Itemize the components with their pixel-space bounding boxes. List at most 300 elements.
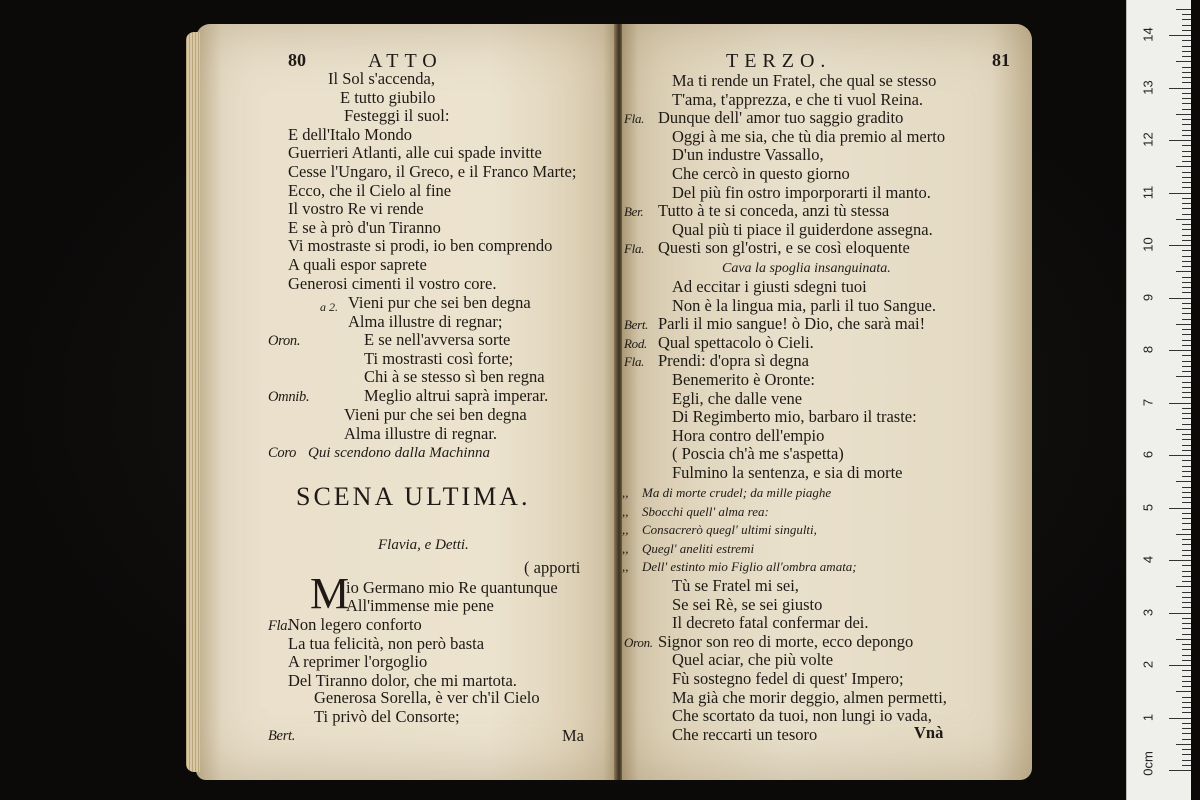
speaker-label: Oron. bbox=[624, 634, 653, 650]
ruler-tick bbox=[1176, 744, 1191, 745]
verse-text: Il decreto fatal confermar dei. bbox=[672, 613, 869, 633]
ruler-tick bbox=[1176, 639, 1191, 640]
duet-marker: a 2. bbox=[320, 300, 338, 314]
verse-text: Ad eccitar i giusti sdegni tuoi bbox=[672, 277, 867, 296]
ruler-number: 4 bbox=[1140, 555, 1156, 564]
ruler-tick bbox=[1182, 565, 1191, 566]
verse-line: Cesse l'Ungaro, il Greco, e il Franco Marte; bbox=[288, 161, 577, 181]
ruler-tick bbox=[1182, 303, 1191, 304]
verse-line: La tua felicità, non però basta bbox=[288, 633, 485, 653]
ruler-tick bbox=[1182, 765, 1191, 766]
verse-row bbox=[624, 72, 945, 91]
ruler-tick bbox=[1182, 607, 1191, 608]
ruler-tick bbox=[1169, 193, 1191, 194]
speaker-bert: Bert. bbox=[268, 728, 296, 745]
ruler-tick bbox=[1182, 235, 1191, 236]
ruler-tick bbox=[1182, 649, 1191, 650]
left-page bbox=[196, 24, 616, 780]
ruler-tick bbox=[1176, 9, 1191, 10]
ruler-tick bbox=[1182, 555, 1191, 556]
quoted-verse-text: Consacrerò quegl' ultimi singulti, bbox=[642, 522, 817, 538]
ruler-tick bbox=[1182, 644, 1191, 645]
quoted-verse-row bbox=[622, 540, 857, 559]
ruler-tick bbox=[1182, 418, 1191, 419]
quote-mark: ,, bbox=[622, 485, 629, 500]
fla-first-line: io Germano mio Re quantunque bbox=[346, 578, 558, 597]
verse-row bbox=[624, 689, 947, 708]
ruler-tick bbox=[1182, 628, 1191, 629]
speaker-label: Rod. bbox=[624, 335, 647, 351]
speaker-omnib: Omnib. bbox=[268, 388, 310, 405]
ruler-tick bbox=[1182, 550, 1191, 551]
ruler-tick bbox=[1182, 450, 1191, 451]
ruler-tick bbox=[1169, 88, 1191, 89]
verse-row bbox=[624, 352, 936, 371]
verse-row bbox=[624, 445, 936, 464]
verse-row bbox=[624, 614, 947, 633]
ruler-tick bbox=[1182, 261, 1191, 262]
verse-text: ( Poscia ch'à me s'aspetta) bbox=[672, 444, 844, 464]
verse-row bbox=[624, 464, 936, 483]
verse-text: Tutto à te si conceda, anzi tù stessa bbox=[658, 201, 890, 221]
ruler-tick bbox=[1182, 124, 1191, 125]
speaker-label: Fla. bbox=[624, 354, 645, 370]
ruler-tick bbox=[1182, 571, 1191, 572]
verse-text: Che scortato da tuoi, non lungi io vada, bbox=[672, 706, 932, 726]
verse-line: Vi mostraste si prodi, io ben comprendo bbox=[288, 236, 553, 256]
left-duet-verse bbox=[348, 294, 548, 406]
ruler-tick bbox=[1182, 19, 1191, 20]
verse-text: Ma ti rende un Fratel, che qual se stesso bbox=[672, 71, 937, 90]
ruler-tick bbox=[1182, 355, 1191, 356]
speaker-label: Bert. bbox=[624, 317, 649, 333]
verse-text: T'ama, t'apprezza, e che ti vuol Reina. bbox=[672, 89, 924, 109]
ruler-tick bbox=[1182, 439, 1191, 440]
ruler-tick bbox=[1182, 502, 1191, 503]
scene-characters: Flavia, e Detti. bbox=[378, 537, 469, 553]
verse-text: Fù sostegno fedel di quest' Impero; bbox=[672, 668, 904, 688]
verse-text: Fulmino la sentenza, e sia di morte bbox=[672, 462, 903, 482]
verse-text: Signor son reo di morte, ecco depongo bbox=[658, 631, 914, 651]
ruler-tick bbox=[1182, 728, 1191, 729]
verse-line: Chi à se stesso sì ben regna bbox=[364, 367, 545, 387]
fla-rest bbox=[288, 616, 517, 690]
ruler-tick bbox=[1182, 177, 1191, 178]
verse-text: Del più fin ostro imporporarti il manto. bbox=[672, 182, 931, 202]
ruler-tick bbox=[1182, 487, 1191, 488]
right-stage-direction: Cava la spoglia insanguinata. bbox=[722, 261, 891, 276]
verse-line: A quali espor saprete bbox=[288, 254, 427, 274]
verse-row bbox=[624, 707, 947, 726]
ruler-tick bbox=[1182, 151, 1191, 152]
ruler-tick bbox=[1182, 681, 1191, 682]
ruler-tick bbox=[1182, 707, 1191, 708]
verse-line: Ti privò del Consorte; bbox=[314, 706, 460, 726]
ruler-tick bbox=[1182, 109, 1191, 110]
ruler-number: 9 bbox=[1140, 293, 1156, 301]
ruler-tick bbox=[1182, 592, 1191, 593]
ruler-number: 1 bbox=[1140, 713, 1156, 721]
drop-capital: M bbox=[310, 569, 350, 618]
ruler-tick bbox=[1182, 660, 1191, 661]
ruler-tick bbox=[1182, 224, 1191, 225]
verse-line: Alma illustre di regnar. bbox=[344, 423, 498, 443]
verse-row bbox=[624, 670, 947, 689]
verse-text: Benemerito è Oronte: bbox=[672, 369, 815, 389]
ruler-tick bbox=[1182, 733, 1191, 734]
ruler-tick bbox=[1182, 408, 1191, 409]
left-page-header: ATTO bbox=[368, 50, 443, 72]
ruler-tick bbox=[1182, 282, 1191, 283]
ruler-tick bbox=[1182, 366, 1191, 367]
ruler-tick bbox=[1182, 203, 1191, 204]
verse-row bbox=[624, 596, 947, 615]
ruler-tick bbox=[1182, 387, 1191, 388]
ruler-tick bbox=[1182, 466, 1191, 467]
ruler-tick bbox=[1182, 130, 1191, 131]
ruler-tick bbox=[1182, 103, 1191, 104]
verse-row bbox=[624, 297, 936, 316]
quote-mark: ,, bbox=[622, 503, 629, 519]
verse-row bbox=[624, 577, 947, 596]
verse-text: Non è la lingua mia, parli il tuo Sangue. bbox=[672, 295, 936, 315]
verse-text: Qual più ti piace il guiderdone assegna. bbox=[672, 219, 933, 239]
ruler-tick bbox=[1182, 240, 1191, 241]
quoted-verse-row bbox=[622, 558, 857, 577]
verse-line: Ecco, che il Cielo al fine bbox=[288, 180, 452, 200]
ruler-tick bbox=[1182, 214, 1191, 215]
ruler-tick bbox=[1182, 492, 1191, 493]
ruler-tick bbox=[1182, 172, 1191, 173]
ruler-tick bbox=[1182, 25, 1191, 26]
quoted-verse-text: Ma di morte crudel; da mille piaghe bbox=[642, 485, 832, 500]
verse-line: Non legero conforto bbox=[288, 615, 422, 634]
ruler-tick bbox=[1182, 82, 1191, 83]
verse-row bbox=[624, 315, 936, 334]
ruler-number: 13 bbox=[1140, 79, 1156, 95]
fla-second-line: All'immense mie pene bbox=[346, 596, 494, 615]
scene-title: SCENA ULTIMA. bbox=[296, 482, 531, 511]
verse-row bbox=[624, 184, 945, 203]
ruler-tick bbox=[1182, 46, 1191, 47]
quoted-verse-row bbox=[622, 484, 857, 503]
speaker-oron: Oron. bbox=[268, 333, 301, 350]
ruler-tick bbox=[1169, 140, 1191, 141]
ruler-tick bbox=[1182, 161, 1191, 162]
verse-line: E dell'Italo Mondo bbox=[288, 124, 412, 144]
page-edges bbox=[186, 32, 200, 772]
ruler-tick bbox=[1182, 471, 1191, 472]
ruler-tick bbox=[1169, 613, 1191, 614]
left-catchword: Ma bbox=[562, 726, 584, 745]
ruler-number: 8 bbox=[1140, 345, 1156, 354]
quote-mark: ,, bbox=[622, 522, 629, 538]
ruler-tick bbox=[1182, 670, 1191, 671]
right-page bbox=[622, 24, 1032, 780]
ruler-tick bbox=[1182, 145, 1191, 146]
verse-text: Hora contro dell'empio bbox=[672, 425, 825, 445]
ruler-number: 0cm bbox=[1140, 751, 1156, 776]
ruler-tick bbox=[1176, 166, 1191, 167]
right-block-2 bbox=[624, 278, 936, 483]
ruler-tick bbox=[1182, 529, 1191, 530]
verse-line: Generosi cimenti il vostro core. bbox=[288, 273, 497, 293]
verse-text: Questi son gl'ostri, e se così eloquente bbox=[658, 238, 910, 258]
ruler-tick bbox=[1182, 676, 1191, 677]
right-block-3 bbox=[624, 577, 947, 744]
right-page-header: TERZO. bbox=[726, 50, 832, 72]
ruler-tick bbox=[1169, 455, 1191, 456]
verse-row bbox=[624, 408, 936, 427]
ruler-tick bbox=[1182, 523, 1191, 524]
ruler-tick bbox=[1182, 345, 1191, 346]
ruler-tick bbox=[1182, 382, 1191, 383]
verse-text: Qual spettacolo ò Cieli. bbox=[658, 332, 814, 352]
ruler-tick bbox=[1182, 67, 1191, 68]
ruler-tick bbox=[1182, 119, 1191, 120]
verse-line: Il Sol s'accenda, bbox=[328, 69, 435, 88]
measuring-ruler bbox=[1126, 0, 1191, 800]
ruler-tick bbox=[1169, 770, 1191, 771]
ruler-tick bbox=[1182, 539, 1191, 540]
right-catchword: Vnà bbox=[914, 723, 944, 742]
quoted-verse-row bbox=[622, 521, 857, 540]
verse-text: Quel aciar, che più volte bbox=[672, 650, 834, 670]
ruler-tick bbox=[1182, 287, 1191, 288]
ruler-tick bbox=[1182, 413, 1191, 414]
ruler-tick bbox=[1182, 392, 1191, 393]
ruler-tick bbox=[1182, 308, 1191, 309]
ruler-tick bbox=[1182, 208, 1191, 209]
ruler-number: 7 bbox=[1140, 398, 1156, 406]
verse-line: Alma illustre di regnar; bbox=[348, 311, 503, 331]
ruler-tick bbox=[1182, 77, 1191, 78]
ruler-tick bbox=[1169, 35, 1191, 36]
verse-text: Tù se Fratel mi sei, bbox=[672, 576, 799, 595]
verse-row bbox=[624, 128, 945, 147]
quoted-verse-text: Quegl' aneliti estremi bbox=[642, 540, 755, 556]
verse-text: Oggi à me sia, che tù dia premio al merto bbox=[672, 126, 946, 146]
verse-text: Di Regimberto mio, barbaro il traste: bbox=[672, 407, 917, 427]
apporti-note: ( apporti bbox=[524, 558, 581, 577]
verse-row bbox=[624, 371, 936, 390]
verse-text: Che cercò in questo giorno bbox=[672, 163, 850, 183]
ruler-number: 5 bbox=[1140, 503, 1156, 511]
ruler-tick bbox=[1182, 93, 1191, 94]
ruler-tick bbox=[1182, 581, 1191, 582]
verse-text: Dunque dell' amor tuo saggio gradito bbox=[658, 108, 904, 128]
ruler-tick bbox=[1182, 51, 1191, 52]
ruler-tick bbox=[1182, 497, 1191, 498]
ruler-tick bbox=[1182, 697, 1191, 698]
ruler-tick bbox=[1176, 429, 1191, 430]
ruler-tick bbox=[1169, 560, 1191, 561]
verse-row bbox=[624, 109, 945, 128]
right-quoted-block bbox=[622, 484, 857, 577]
ruler-tick bbox=[1182, 187, 1191, 188]
ruler-tick bbox=[1182, 334, 1191, 335]
left-coro-verse bbox=[344, 406, 527, 443]
speaker-fla: Fla. bbox=[268, 618, 291, 635]
left-page-number: 80 bbox=[288, 50, 306, 70]
verse-row bbox=[624, 651, 947, 670]
ruler-tick bbox=[1182, 198, 1191, 199]
verse-row bbox=[624, 91, 945, 110]
verse-text: Egli, che dalle vene bbox=[672, 388, 803, 408]
ruler-tick bbox=[1176, 219, 1191, 220]
ruler-tick bbox=[1182, 14, 1191, 15]
ruler-tick bbox=[1182, 445, 1191, 446]
quote-mark: ,, bbox=[622, 540, 629, 556]
ruler-tick bbox=[1169, 245, 1191, 246]
verse-row bbox=[624, 723, 947, 745]
ruler-tick bbox=[1182, 686, 1191, 687]
verse-line: Meglio altrui saprà imperar. bbox=[364, 385, 549, 405]
verse-text: Prendi: d'opra sì degna bbox=[658, 351, 809, 371]
ruler-tick bbox=[1182, 56, 1191, 57]
ruler-tick bbox=[1182, 319, 1191, 320]
ruler-tick bbox=[1182, 313, 1191, 314]
verse-row bbox=[624, 165, 945, 184]
ruler-tick bbox=[1182, 623, 1191, 624]
ruler-tick bbox=[1182, 476, 1191, 477]
quoted-verse-text: Sbocchi quell' alma rea: bbox=[642, 503, 769, 519]
ruler-tick bbox=[1182, 749, 1191, 750]
ruler-number: 10 bbox=[1140, 237, 1156, 252]
ruler-tick bbox=[1169, 718, 1191, 719]
ruler-tick bbox=[1169, 298, 1191, 299]
ruler-tick bbox=[1182, 182, 1191, 183]
ruler-tick bbox=[1182, 72, 1191, 73]
ruler-tick bbox=[1182, 156, 1191, 157]
speaker-label: Ber. bbox=[624, 204, 644, 220]
ruler-tick bbox=[1182, 340, 1191, 341]
quoted-verse-text: Dell' estinto mio Figlio all'ombra amata; bbox=[642, 559, 857, 575]
ruler-number: 11 bbox=[1140, 185, 1156, 199]
ruler-tick bbox=[1169, 665, 1191, 666]
ruler-tick bbox=[1182, 98, 1191, 99]
ruler-tick bbox=[1182, 40, 1191, 41]
verse-text: Parli il mio sangue! ò Dio, che sarà mai! bbox=[658, 314, 926, 334]
left-top-verse bbox=[288, 70, 576, 293]
verse-row bbox=[624, 239, 945, 258]
ruler-tick bbox=[1176, 61, 1191, 62]
ruler-tick bbox=[1182, 655, 1191, 656]
verse-line: Vieni pur che sei ben degna bbox=[348, 293, 531, 312]
right-page-number: 81 bbox=[992, 50, 1010, 70]
ruler-tick bbox=[1182, 292, 1191, 293]
ruler-tick bbox=[1176, 271, 1191, 272]
ruler-tick bbox=[1176, 481, 1191, 482]
ruler-tick bbox=[1182, 618, 1191, 619]
ruler-tick bbox=[1182, 518, 1191, 519]
ruler-tick bbox=[1182, 371, 1191, 372]
verse-line: Generosa Sorella, è ver ch'il Cielo bbox=[314, 688, 540, 707]
ruler-tick bbox=[1176, 324, 1191, 325]
verse-line: A reprimer l'orgoglio bbox=[288, 652, 428, 672]
open-book bbox=[196, 24, 1032, 780]
verse-row bbox=[624, 633, 947, 652]
ruler-number: 14 bbox=[1140, 27, 1156, 42]
ruler-tick bbox=[1176, 114, 1191, 115]
ruler-tick bbox=[1182, 460, 1191, 461]
verse-row bbox=[624, 202, 945, 221]
ruler-tick bbox=[1182, 397, 1191, 398]
verse-text: Che reccarti un tesoro bbox=[672, 724, 818, 744]
ruler-tick bbox=[1182, 266, 1191, 267]
speaker-label: Fla. bbox=[624, 241, 645, 257]
quoted-verse-row bbox=[622, 503, 857, 522]
ruler-tick bbox=[1169, 403, 1191, 404]
verse-row bbox=[624, 221, 945, 240]
bert-speaker-box bbox=[268, 689, 301, 780]
ruler-tick bbox=[1182, 602, 1191, 603]
verse-line: Del Tiranno dolor, che mi martota. bbox=[288, 670, 517, 690]
verse-row bbox=[624, 146, 945, 165]
ruler-tick bbox=[1182, 135, 1191, 136]
verse-text: Se sei Rè, se sei giusto bbox=[672, 594, 823, 614]
ruler-tick bbox=[1182, 329, 1191, 330]
verse-row bbox=[624, 427, 936, 446]
ruler-tick bbox=[1182, 576, 1191, 577]
ruler-tick bbox=[1182, 597, 1191, 598]
verse-text: D'un industre Vassallo, bbox=[672, 145, 824, 165]
left-stage-direction: Qui scendono dalla Machinna bbox=[308, 445, 491, 461]
verse-text: Ma già che morir deggio, almen permetti, bbox=[672, 687, 947, 707]
ruler-tick bbox=[1182, 30, 1191, 31]
ruler-tick bbox=[1182, 544, 1191, 545]
ruler-tick bbox=[1169, 508, 1191, 509]
verse-line: Festeggi il suol: bbox=[344, 106, 450, 126]
ruler-tick bbox=[1176, 534, 1191, 535]
ruler-number: 3 bbox=[1140, 608, 1156, 616]
ruler-tick bbox=[1182, 424, 1191, 425]
speaker-coro: Coro bbox=[268, 445, 297, 462]
ruler-number: 6 bbox=[1140, 450, 1156, 459]
quote-mark: ,, bbox=[622, 559, 629, 575]
ruler-number: 2 bbox=[1140, 660, 1156, 669]
ruler-tick bbox=[1182, 760, 1191, 761]
ruler-tick bbox=[1182, 634, 1191, 635]
speaker-label: Fla. bbox=[624, 111, 645, 127]
ruler-tick bbox=[1182, 277, 1191, 278]
ruler-tick bbox=[1182, 250, 1191, 251]
ruler-tick bbox=[1182, 754, 1191, 755]
verse-line: Guerrieri Atlanti, alle cui spade invitte bbox=[288, 143, 542, 163]
verse-line: E se nell'avversa sorte bbox=[364, 330, 511, 350]
verse-row bbox=[624, 390, 936, 409]
verse-row bbox=[624, 278, 936, 297]
verse-line: Il vostro Re vi rende bbox=[288, 199, 424, 219]
verse-row bbox=[624, 334, 936, 353]
ruler-tick bbox=[1182, 361, 1191, 362]
ruler-tick bbox=[1182, 229, 1191, 230]
verse-line: E tutto giubilo bbox=[340, 87, 436, 107]
ruler-tick bbox=[1182, 702, 1191, 703]
ruler-tick bbox=[1176, 691, 1191, 692]
ruler-tick bbox=[1176, 376, 1191, 377]
verse-line: Vieni pur che sei ben degna bbox=[344, 405, 527, 424]
verse-line: Ti mostrasti così forte; bbox=[364, 348, 514, 368]
ruler-tick bbox=[1182, 712, 1191, 713]
bert-verse bbox=[314, 689, 540, 726]
ruler-number: 12 bbox=[1140, 132, 1156, 147]
ruler-tick bbox=[1182, 513, 1191, 514]
ruler-tick bbox=[1169, 350, 1191, 351]
ruler-tick bbox=[1182, 723, 1191, 724]
ruler-tick bbox=[1182, 739, 1191, 740]
ruler-tick bbox=[1182, 256, 1191, 257]
